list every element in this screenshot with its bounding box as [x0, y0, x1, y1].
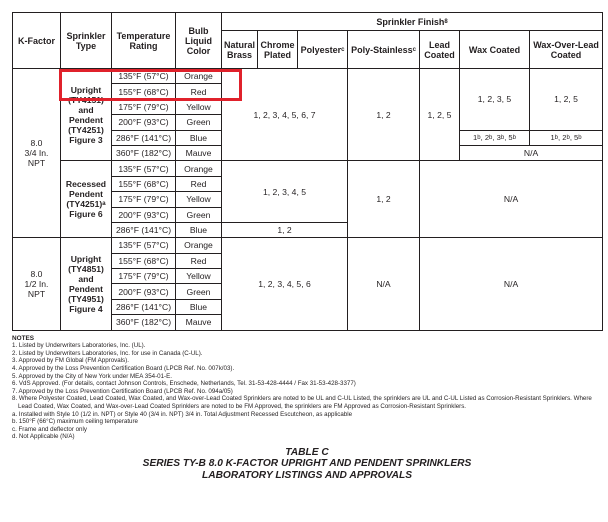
note-item: c. Frame and deflector only — [12, 425, 87, 433]
bulb-color-cell: Green — [176, 115, 222, 130]
temperature-cell: 175°F (79°C) — [112, 269, 176, 284]
listings-cell: 1, 2, 3, 4, 5, 6, 7 — [222, 69, 348, 161]
temperature-cell: 135°F (57°C) — [112, 161, 176, 176]
k-factor-cell: 8.0 3/4 In. NPT — [13, 69, 61, 238]
bulb-color-cell: Blue — [176, 222, 222, 237]
note-item: a. Installed with Style 10 (1/2 in. NPT) or Style 40 (3/4 in. NPT) 3/4 in. Total Adjustment Recessed Escutcheon, as applicable — [12, 410, 353, 418]
note-item: 1. Listed by Underwriters Laboratories, Inc. (UL). — [12, 342, 146, 350]
temperature-cell: 286°F (141°C) — [112, 222, 176, 237]
bulb-color-cell: Red — [176, 176, 222, 191]
listings-table — [12, 12, 603, 331]
temperature-cell: 155°F (68°C) — [112, 176, 176, 191]
bulb-color-cell: Red — [176, 253, 222, 268]
temperature-cell: 200°F (93°C) — [112, 284, 176, 299]
poly-stainless-cell: 1, 2 — [348, 69, 420, 161]
table-caption: TABLE C SERIES TY-B 8.0 K-FACTOR UPRIGHT AND PENDENT SPRINKLERS LABORATORY LISTINGS AND APPROVALS — [142, 446, 472, 481]
temperature-cell: 175°F (79°C) — [112, 99, 176, 114]
header-sprinkler-type: Sprinkler Type — [61, 13, 112, 69]
k-factor-cell: 8.0 1/2 In. NPT — [13, 238, 61, 330]
header-temperature-rating: Temperature Rating — [112, 13, 176, 69]
temperature-cell: 200°F (93°C) — [112, 207, 176, 222]
header-poly-stainless: Poly-Stainless$^c$ — [348, 31, 420, 69]
notes-heading: NOTES — [12, 334, 35, 342]
highlight-box — [59, 69, 242, 101]
bulb-color-cell: Orange — [176, 69, 222, 84]
lead-coated-cell: 1, 2, 5 — [420, 69, 460, 161]
temperature-cell: 286°F (141°C) — [112, 130, 176, 145]
listings-286-cell: 1, 2 — [222, 222, 348, 237]
header-wax-over-lead: Wax-Over-Lead Coated — [530, 31, 603, 69]
notes-section — [12, 335, 602, 441]
wax-360-cell: N/A — [460, 145, 603, 160]
temperature-cell: 360°F (182°C) — [112, 315, 176, 330]
temperature-cell: 175°F (79°C) — [112, 192, 176, 207]
listings-cell: 1, 2, 3, 4, 5 — [222, 161, 348, 223]
note-item: 8. Where Polyester Coated, Lead Coated, Wax Coated, and Wax-over-Lead Coated Sprinklers are noted to be UL and C-UL Listed, the sprinklers are UL and C-UL Listed as Corrosion-Resistant Sprinklers. Where Lead Coated, Wax Coated, and Wax-over-Lead Coated Sprinklers are noted to be FM Approved, the sprinklers are FM Approved as Corrosion-Resistant Sprinklers. — [12, 395, 592, 410]
header-lead-coated: Lead Coated — [420, 31, 460, 69]
note-item: b. 150°F (66°C) maximum ceiling temperature — [12, 418, 138, 426]
header-chrome-plated: Chrome Plated — [258, 31, 298, 69]
poly-stainless-cell: 1, 2 — [348, 161, 420, 238]
temperature-cell: 135°F (57°C) — [112, 238, 176, 253]
note-item: 3. Approved by FM Global (FM Approvals). — [12, 357, 129, 365]
bulb-color-cell: Orange — [176, 161, 222, 176]
wax-over-lead-cell: 1, 2, 5 — [530, 69, 603, 131]
wax-coated-cell: 1, 2, 3, 5 — [460, 69, 530, 131]
note-item: 6. VdS Approved. (For details, contact Johnson Controls, Enschede, Netherlands, Tel. 31-53-428-4444 / Fax 31-53-428-3377) — [12, 380, 356, 388]
note-item: d. Not Applicable (N/A) — [12, 433, 75, 441]
bulb-color-cell: Yellow — [176, 99, 222, 114]
sprinkler-type-cell: Recessed Pendent $(TY4251)^a$ Figure 6 — [61, 161, 112, 238]
bulb-color-cell: Mauve — [176, 145, 222, 160]
header-bulb-liquid-color: Bulb Liquid Color — [176, 13, 222, 69]
bulb-color-cell: Orange — [176, 238, 222, 253]
header-k-factor: K-Factor — [13, 13, 61, 69]
lead-wax-cell: N/A — [420, 238, 603, 330]
lead-wax-cell: N/A — [420, 161, 603, 238]
bulb-color-cell: Mauve — [176, 315, 222, 330]
header-sprinkler-finish: Sprinkler Finish$^8$ — [222, 13, 603, 31]
bulb-color-cell: Red — [176, 84, 222, 99]
note-item: 7. Approved by the Loss Prevention Certification Board (LPCB Ref. No. 094a/05) — [12, 387, 233, 395]
poly-stainless-cell: N/A — [348, 238, 420, 330]
temperature-cell: 155°F (68°C) — [112, 84, 176, 99]
wax-coated-286-cell: 1$^b$, 2$^b$, 3$^b$, 5$^b$ — [460, 130, 530, 145]
bulb-color-cell: Green — [176, 207, 222, 222]
listings-cell: 1, 2, 3, 4, 5, 6 — [222, 238, 348, 330]
note-item: 4. Approved by the Loss Prevention Certification Board (LPCB Ref. No. 007k/03). — [12, 365, 235, 373]
header-polyester: Polyester$^c$ — [298, 31, 348, 69]
temperature-cell: 155°F (68°C) — [112, 253, 176, 268]
bulb-color-cell: Blue — [176, 299, 222, 314]
bulb-color-cell: Green — [176, 284, 222, 299]
sprinkler-type-cell: Upright (TY4851) and Pendent (TY4951) Figure 4 — [61, 238, 112, 330]
note-item: 2. Listed by Underwriters Laboratories, Inc. for use in Canada (C-UL). — [12, 349, 203, 357]
note-item: 5. Approved by the City of New York under MEA 354-01-E. — [12, 372, 172, 380]
header-natural-brass: Natural Brass — [222, 31, 258, 69]
header-wax-coated: Wax Coated — [460, 31, 530, 69]
wax-over-lead-286-cell: 1$^b$, 2$^b$, 5$^b$ — [530, 130, 603, 145]
temperature-cell: 286°F (141°C) — [112, 299, 176, 314]
bulb-color-cell: Yellow — [176, 192, 222, 207]
bulb-color-cell: Blue — [176, 130, 222, 145]
temperature-cell: 200°F (93°C) — [112, 115, 176, 130]
sprinkler-type-cell: Upright (TY4151) and Pendent (TY4251) Figure 3 — [61, 69, 112, 161]
bulb-color-cell: Yellow — [176, 269, 222, 284]
temperature-cell: 135°F (57°C) — [112, 69, 176, 84]
temperature-cell: 360°F (182°C) — [112, 145, 176, 160]
